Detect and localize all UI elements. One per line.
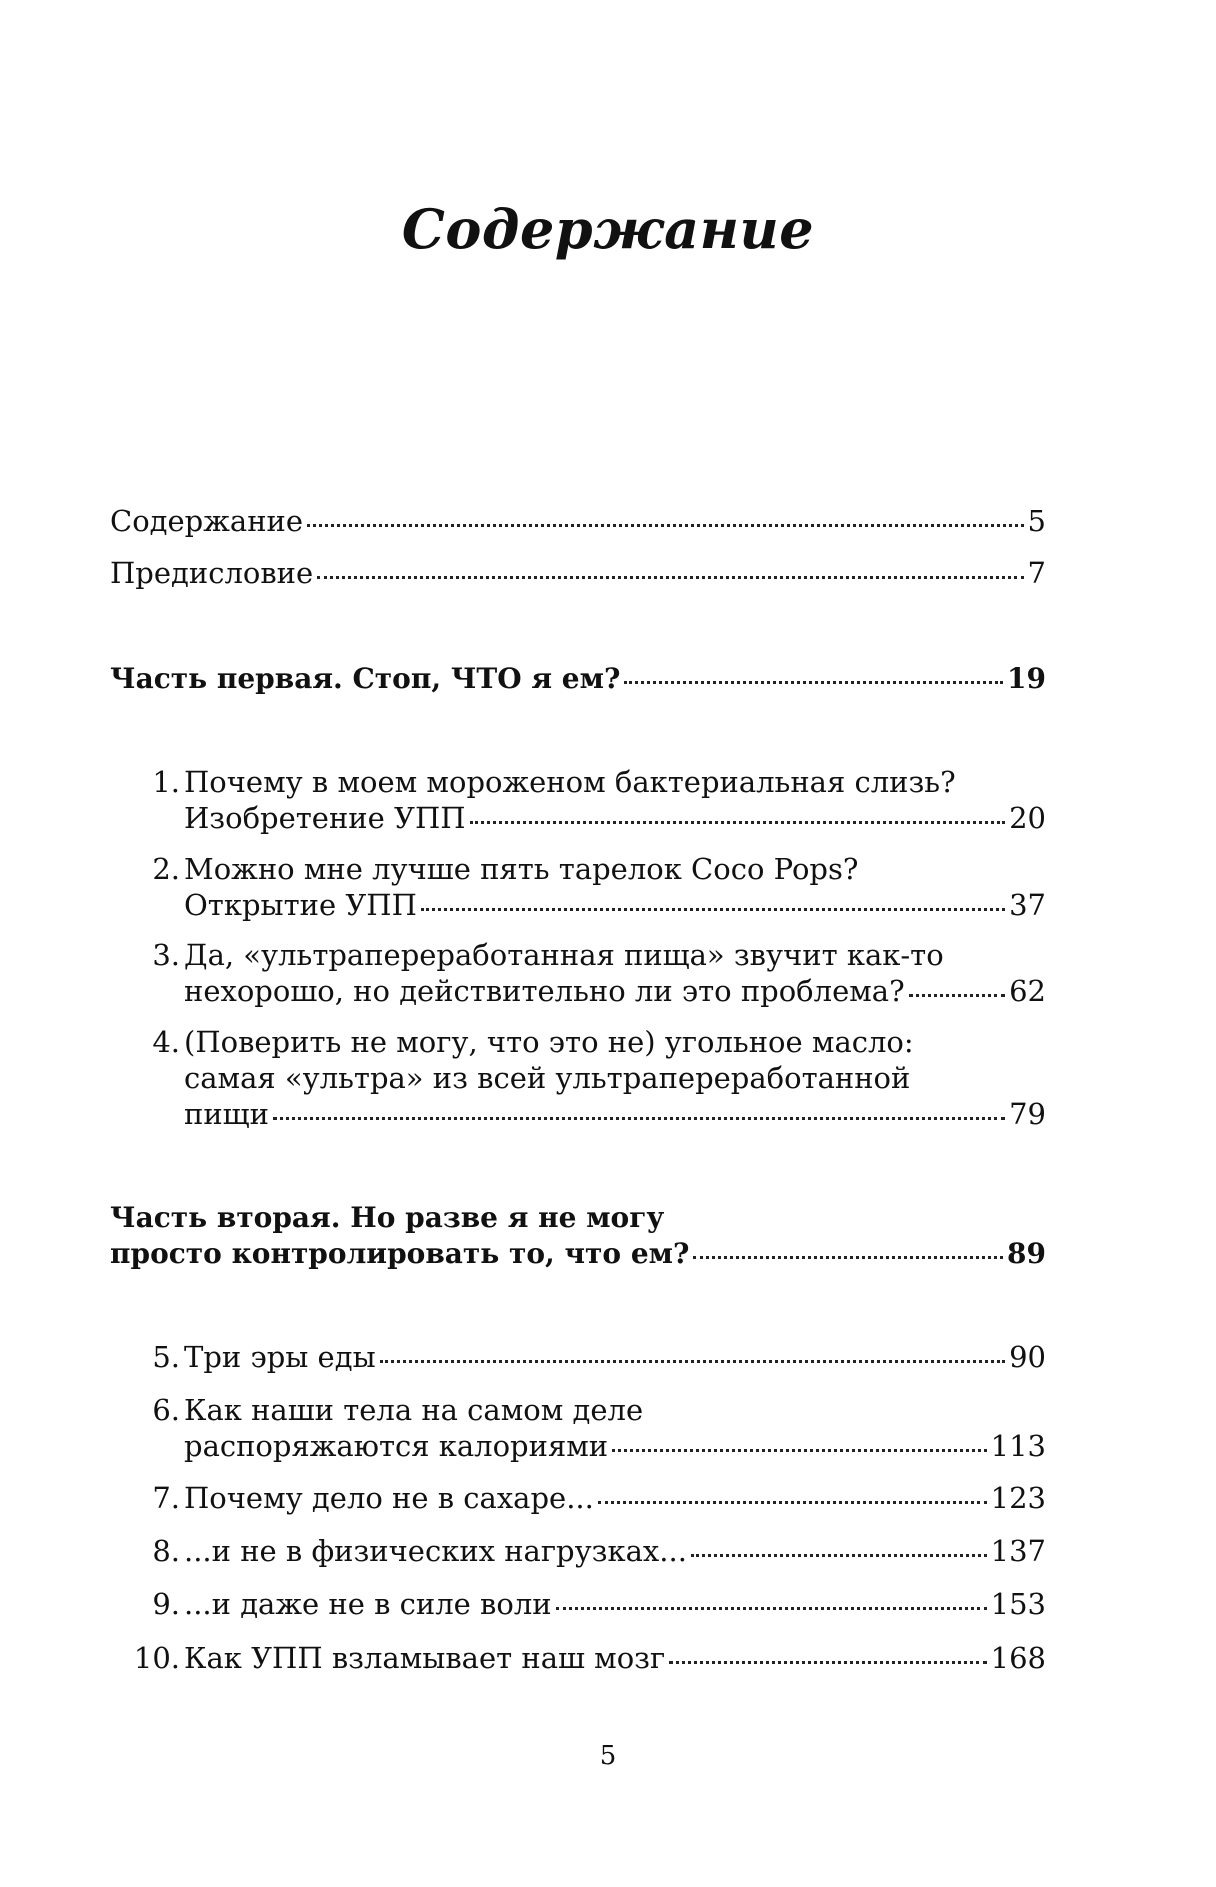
toc-entry-title: Часть вторая. Но разве я не могу [110,1201,665,1234]
toc-entry-title: просто контролировать то, что ем? [110,1237,690,1270]
toc-page-number: 20 [1009,801,1046,835]
toc-page-number: 19 [1007,662,1046,695]
dot-leader [317,575,1023,579]
toc-entry[interactable] [110,1586,1046,1622]
dot-leader [307,523,1024,527]
toc-entry[interactable] [110,1392,1046,1464]
toc-entry-title: пищи [184,1097,269,1131]
chapter-number: 10. [133,1641,180,1675]
dot-leader [598,1500,987,1504]
toc-entry[interactable] [110,764,1046,836]
toc-entry-title: распоряжаются калориями [184,1429,609,1463]
dot-leader [691,1553,987,1557]
toc-entry-title: Почему дело не в сахаре... [184,1481,594,1515]
dot-leader [669,1660,986,1664]
dot-leader [470,820,1006,824]
toc-page-number: 153 [990,1587,1046,1621]
chapter-number: 4. [152,1025,180,1059]
dot-leader [556,1606,987,1610]
toc-entry-title: ...и не в физических нагрузках... [184,1534,687,1568]
toc-page-number: 123 [990,1481,1046,1515]
toc-entry-title: Предисловие [110,556,314,590]
toc-entry[interactable] [110,937,1046,1009]
toc-page-number: 7 [1027,556,1046,590]
toc-entry[interactable] [110,1640,1046,1676]
toc-entry[interactable] [110,1339,1046,1375]
chapter-number: 3. [152,938,180,972]
dot-leader [909,993,1005,997]
toc-entry-title: Как наши тела на самом деле [184,1393,644,1427]
toc-entry-title: Три эры еды [184,1340,376,1374]
toc-entry-title: Открытие УПП [184,888,417,922]
toc-entry-title: Содержание [110,504,304,538]
toc-entry-title: ...и даже не в силе воли [184,1587,552,1621]
toc-entry[interactable] [110,555,1046,591]
toc-entry[interactable] [110,1480,1046,1516]
chapter-number: 6. [152,1393,180,1427]
chapter-number: 7. [152,1481,180,1515]
toc-entry-title: Можно мне лучше пять тарелок Coco Pops? [184,852,859,886]
toc-entry-title: Как УПП взламывает наш мозг [184,1641,666,1675]
toc-entry[interactable] [110,851,1046,923]
dot-leader [624,680,1003,684]
page-title: Содержание [401,197,815,261]
toc-page-number: 137 [990,1534,1046,1568]
toc-entry-title: Часть первая. Стоп, ЧТО я ем? [110,662,621,695]
toc-page-number: 37 [1009,888,1046,922]
toc-entry-title: Изобретение УПП [184,801,466,835]
toc-entry[interactable] [110,1533,1046,1569]
toc-entry-title: Да, «ультрапереработанная пища» звучит как-то [184,938,944,972]
page-number: 5 [599,1741,617,1771]
toc-entry-title: самая «ультра» из всей ультрапереработанной [184,1061,911,1095]
toc-entry-title: (Поверить не могу, что это не) угольное масло: [184,1025,914,1059]
toc-entry[interactable] [110,1024,1046,1132]
toc-part-heading[interactable] [110,1200,1046,1272]
dot-leader [612,1448,987,1452]
dot-leader [273,1116,1005,1120]
toc-page-number: 90 [1009,1340,1046,1374]
chapter-number: 2. [152,852,180,886]
dot-leader [693,1255,1003,1259]
toc-page-number: 79 [1009,1097,1046,1131]
dot-leader [421,907,1005,911]
toc-entry-title: Почему в моем мороженом бактериальная слизь? [184,765,956,799]
chapter-number: 1. [152,765,180,799]
toc-page-number: 62 [1009,974,1046,1008]
toc-entry[interactable] [110,503,1046,539]
toc-page-number: 5 [1027,504,1046,538]
chapter-number: 5. [152,1340,180,1374]
chapter-number: 8. [152,1534,180,1568]
toc-page-number: 89 [1007,1237,1046,1270]
toc-entry-title: нехорошо, но действительно ли это проблема? [184,974,905,1008]
dot-leader [380,1359,1005,1363]
toc-page-number: 168 [990,1641,1046,1675]
toc-part-heading[interactable] [110,661,1046,697]
toc-page-number: 113 [990,1429,1046,1463]
chapter-number: 9. [152,1587,180,1621]
